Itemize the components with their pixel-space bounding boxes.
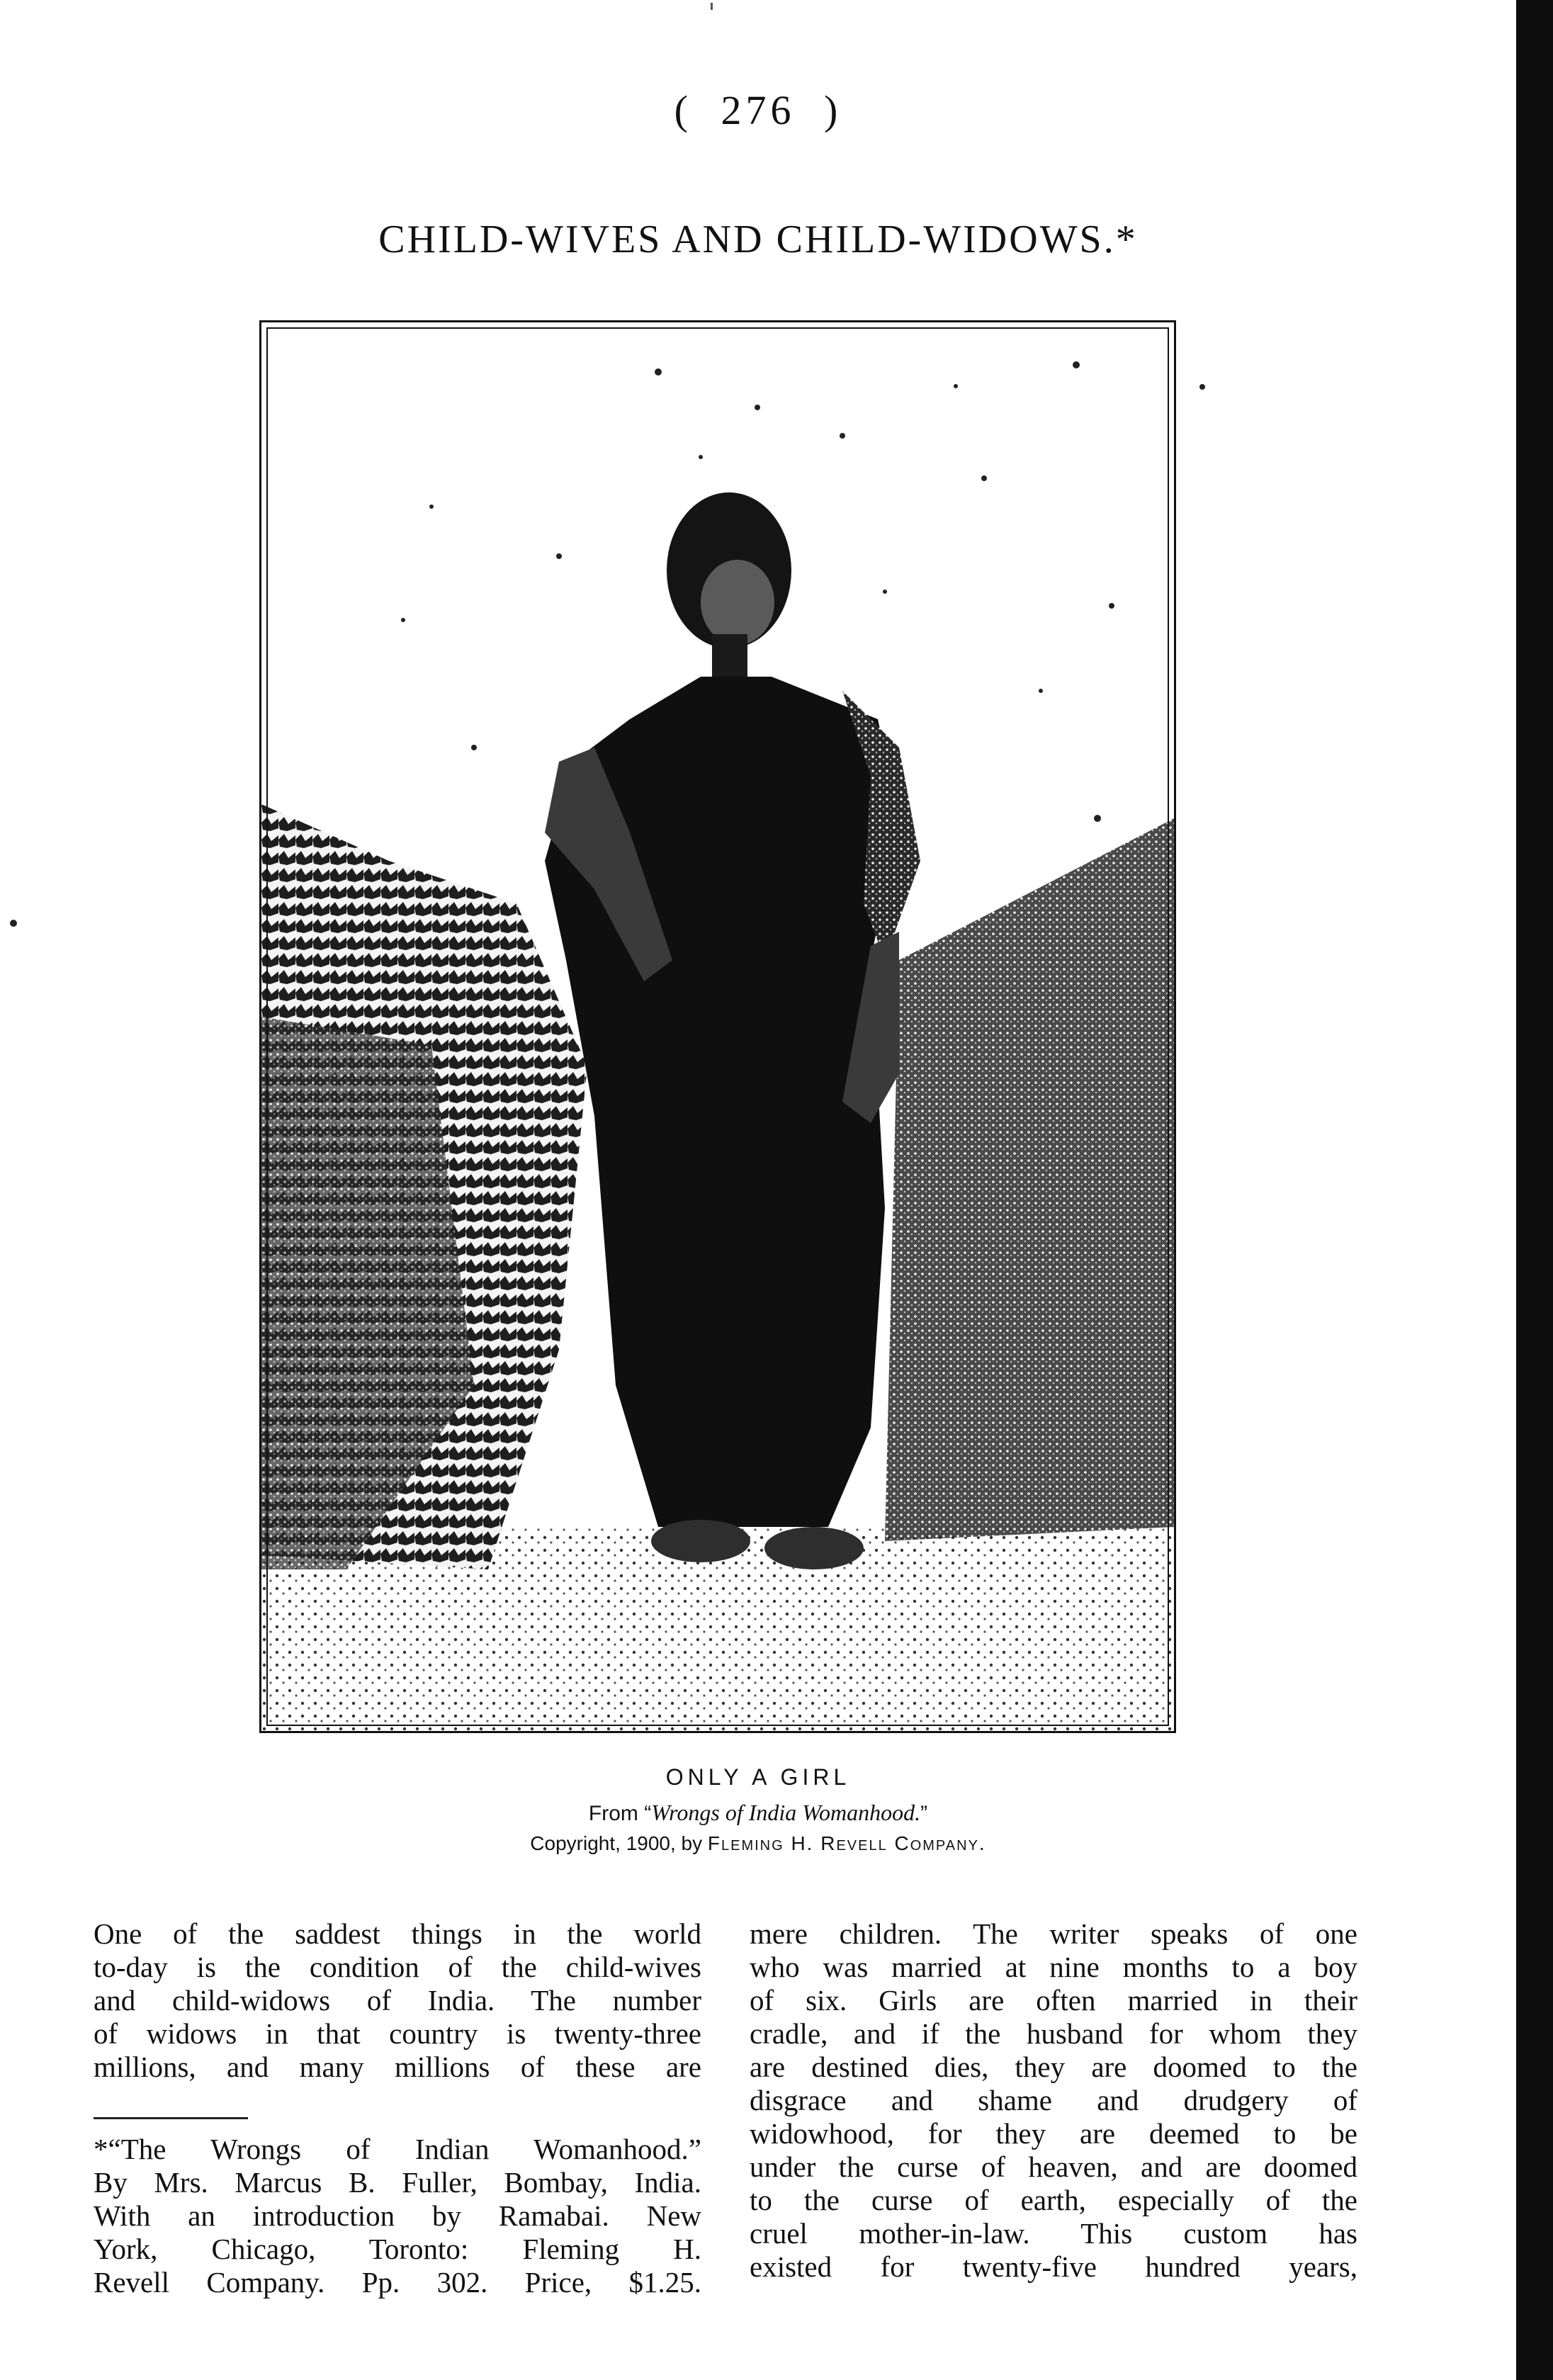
footnote-line: York, Chicago, Toronto: Fleming H. [94, 2233, 701, 2265]
copyright-holder: Fleming H. Revell Company. [707, 1832, 986, 1854]
footnote-line: With an introduction by Ramabai. New [94, 2199, 701, 2232]
print-speck [1199, 384, 1205, 390]
body-text-line: to the curse of earth, especially of the [750, 2184, 1357, 2216]
body-text-line: disgrace and shame and drudgery of [750, 2084, 1357, 2116]
body-text-line: cruel mother-in-law. This custom has [750, 2217, 1357, 2250]
page-number: ( 276 ) [674, 87, 842, 133]
footnote-line: *“The Wrongs of Indian Womanhood.” [94, 2133, 701, 2165]
body-text-line: of widows in that country is twenty-three [94, 2017, 701, 2050]
figure-caption: ONLY A GIRL [665, 1764, 851, 1790]
body-text-line: and child-widows of India. The number [94, 1984, 701, 2017]
footnote [94, 2133, 701, 2299]
source-book-title: Wrongs of India Womanhood. [651, 1800, 921, 1825]
halftone-photo-illustration [261, 322, 1174, 1731]
body-text-line: are destined dies, they are doomed to the [750, 2051, 1357, 2083]
figure-source [0, 1800, 1516, 1826]
print-speck [10, 920, 17, 927]
page-edge-rule [1516, 0, 1553, 2380]
body-text-line: to-day is the condition of the child-wives [94, 1951, 701, 1983]
source-suffix: ” [920, 1802, 928, 1825]
body-text-line: who was married at nine months to a boy [750, 1951, 1357, 1983]
body-text-line: existed for twenty-five hundred years, [750, 2250, 1357, 2283]
body-column-right [750, 1917, 1357, 2284]
body-text-line: millions, and many millions of these are [94, 2051, 701, 2083]
body-column-left [94, 1917, 701, 2084]
print-speck [711, 3, 713, 10]
copyright-prefix: Copyright, 1900, by [530, 1832, 708, 1854]
body-text-line: under the curse of heaven, and are doomed [750, 2150, 1357, 2183]
article-title: CHILD-WIVES AND CHILD-WIDOWS.* [378, 218, 1138, 261]
footnote-divider [94, 2117, 248, 2119]
photograph-girl [259, 320, 1176, 1733]
figure-copyright [0, 1832, 1516, 1855]
footnote-line: Revell Company. Pp. 302. Price, $1.25. [94, 2266, 701, 2299]
body-text-line: cradle, and if the husband for whom they [750, 2017, 1357, 2050]
source-prefix: From “ [588, 1802, 652, 1825]
footnote-line: By Mrs. Marcus B. Fuller, Bombay, India. [94, 2166, 701, 2199]
body-text-line: widowhood, for they are deemed to be [750, 2117, 1357, 2150]
body-text-line: mere children. The writer speaks of one [750, 1917, 1357, 1950]
body-text-line: One of the saddest things in the world [94, 1917, 701, 1950]
body-text-line: of six. Girls are often married in their [750, 1984, 1357, 2017]
